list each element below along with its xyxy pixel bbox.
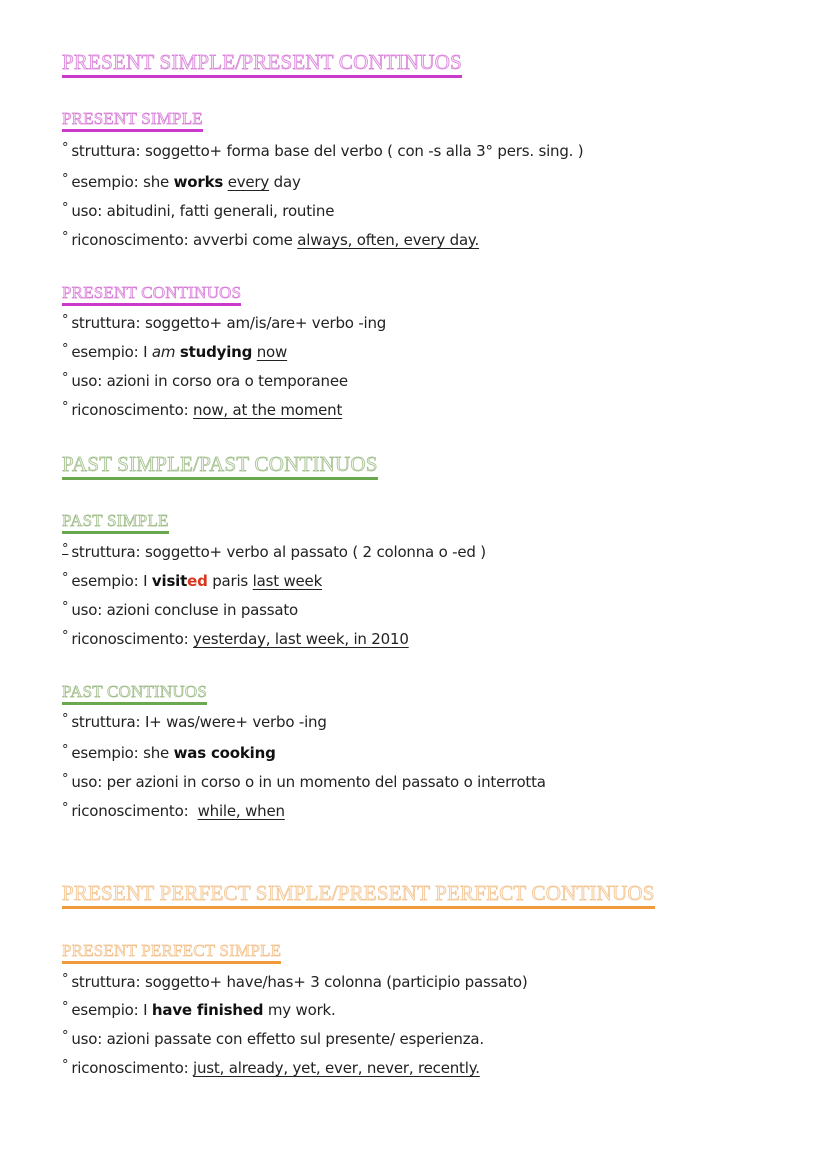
line-riconoscimento: ° riconoscimento: just, already, yet, ever, never, recently. (62, 1058, 480, 1077)
section-title-past: PAST SIMPLE/PAST CONTINUOS (62, 452, 378, 477)
heading-underline (62, 129, 203, 132)
line-riconoscimento: ° riconoscimento: avverbi come always, often, every day. (62, 230, 480, 249)
bullet-icon: ° (62, 743, 69, 758)
bullet-icon: ° (62, 342, 69, 357)
subsection-title-present-simple: PRESENT SIMPLE (62, 109, 203, 129)
heading-underline (62, 531, 169, 534)
line-esempio: ° esempio: I am studying now (62, 342, 288, 361)
line-uso: ° uso: abitudini, fatti generali, routine (62, 201, 335, 220)
bullet-icon: ° (62, 542, 69, 557)
line-riconoscimento: ° riconoscimento: yesterday, last week, in 2010 (62, 629, 409, 648)
heading-underline (62, 75, 462, 78)
line-esempio: ° esempio: I have finished my work. (62, 1000, 336, 1019)
heading-underline (62, 702, 207, 705)
line-riconoscimento: ° riconoscimento: while, when (62, 801, 285, 820)
bullet-icon: ° (62, 400, 69, 415)
line-uso: ° uso: per azioni in corso o in un momento del passato o interrotta (62, 772, 546, 791)
line-struttura: ° struttura: soggetto+ forma base del verbo ( con -s alla 3° pers. sing. ) (62, 141, 584, 160)
heading-underline (62, 961, 281, 964)
bullet-icon: ° (62, 172, 69, 187)
section-title-present: PRESENT SIMPLE/PRESENT CONTINUOS (62, 50, 462, 75)
line-uso: ° uso: azioni concluse in passato (62, 600, 299, 619)
line-uso: ° uso: azioni in corso ora o temporanee (62, 371, 348, 390)
section-title-present-perfect: PRESENT PERFECT SIMPLE/PRESENT PERFECT CONTINUOS (62, 881, 655, 906)
bullet-icon: ° (62, 1029, 69, 1044)
bullet-icon: ° (62, 972, 69, 987)
bullet-icon: ° (62, 1058, 69, 1073)
heading-underline (62, 477, 378, 480)
heading-underline (62, 906, 655, 909)
bullet-icon: ° (62, 600, 69, 615)
bullet-icon: ° (62, 371, 69, 386)
line-esempio: ° esempio: I visited paris last week (62, 571, 323, 590)
subsection-title-past-simple: PAST SIMPLE (62, 511, 169, 531)
bullet-icon: ° (62, 313, 69, 328)
subsection-title-present-continuos: PRESENT CONTINUOS (62, 283, 241, 303)
bullet-icon: ° (62, 230, 69, 245)
bullet-icon: ° (62, 201, 69, 216)
bullet-icon: ° (62, 712, 69, 727)
line-esempio: ° esempio: she was cooking (62, 743, 276, 762)
bullet-icon: ° (62, 801, 69, 816)
subsection-title-present-perfect-simple: PRESENT PERFECT SIMPLE (62, 941, 281, 961)
bullet-icon: ° (62, 141, 69, 156)
line-struttura: ° struttura: soggetto+ verbo al passato ( 2 colonna o -ed ) (62, 542, 486, 561)
heading-underline (62, 303, 241, 306)
subsection-title-past-continuos: PAST CONTINUOS (62, 682, 207, 702)
bullet-icon: ° (62, 629, 69, 644)
line-riconoscimento: ° riconoscimento: now, at the moment (62, 400, 343, 419)
line-struttura: ° struttura: I+ was/were+ verbo -ing (62, 712, 327, 731)
line-struttura: ° struttura: soggetto+ am/is/are+ verbo -ing (62, 313, 387, 332)
line-esempio: ° esempio: she works every day (62, 172, 301, 191)
line-uso: ° uso: azioni passate con effetto sul presente/ esperienza. (62, 1029, 484, 1048)
bullet-icon: ° (62, 1000, 69, 1015)
line-struttura: ° struttura: soggetto+ have/has+ 3 colonna (participio passato) (62, 972, 528, 991)
bullet-icon: ° (62, 571, 69, 586)
bullet-icon: ° (62, 772, 69, 787)
